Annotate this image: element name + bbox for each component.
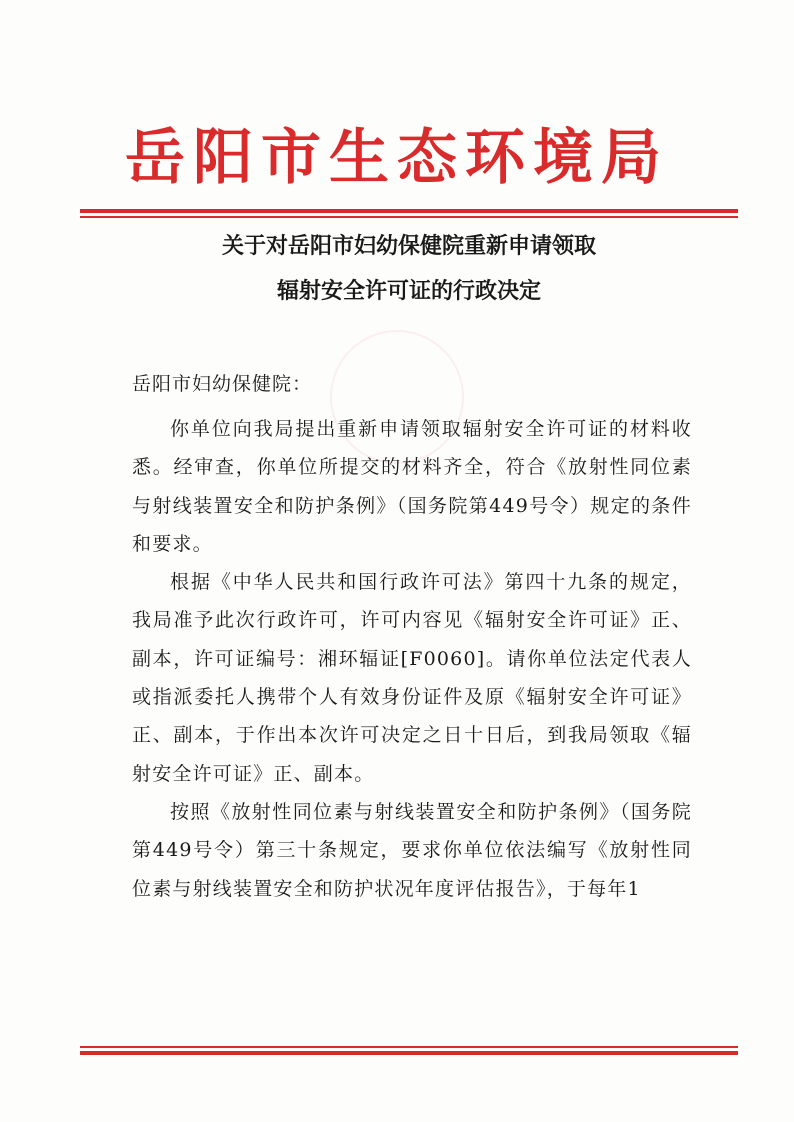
letterhead-divider-top [80,209,738,218]
body-paragraph-1: 你单位向我局提出重新申请领取辐射安全许可证的材料收悉。经审查，你单位所提交的材料齐全，符合《放射性同位素与射线装置安全和防护条例》（国务院第449号令）规定的条件和要求。 [132,418,692,555]
document-title-line1: 关于对岳阳市妇幼保健院重新申请领取 [221,234,596,259]
body-paragraph-3: 按照《放射性同位素与射线装置安全和防护条例》（国务院第449号令）第三十条规定，要求你单位依法编写《放射性同位素与射线装置安全和防护状况年度评估报告》，于每年1 [132,800,692,900]
body-paragraph-2: 根据《中华人民共和国行政许可法》第四十九条的规定，我局准予此次行政许可，许可内容见《辐射安全许可证》正、副本，许可证编号：湘环辐证[F0060]。请你单位法定代表人或指派委托人携带个人有效身份证件及原《辐射安全许可证》正、副本，于作出本次许可决定之日十日后，到我局领取《辐射安全许可证》正、副本。 [132,571,692,785]
document-title-line2: 辐射安全许可证的行政决定 [276,279,541,304]
document-body [132,410,692,908]
red-rule-thin [80,216,738,218]
footer-divider [80,1046,738,1055]
red-rule-thin-bottom [80,1046,738,1048]
red-rule-thick [80,209,738,213]
red-rule-thick-bottom [80,1051,738,1055]
salutation: 岳阳市妇幼保健院： [132,373,313,395]
letterhead-title: 岳阳市生态环境局 [125,123,669,193]
